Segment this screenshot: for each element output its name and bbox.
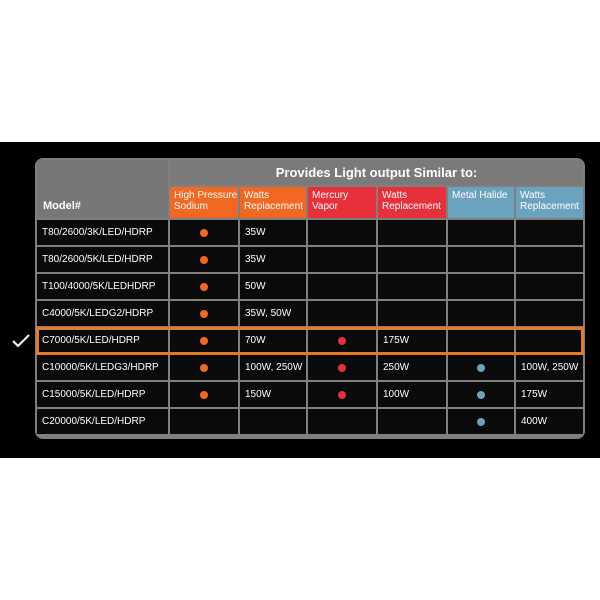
model-cell: C7000/5K/LED/HDRP <box>37 328 168 353</box>
hps-dot-icon <box>200 283 208 291</box>
watts-replacement-cell: 50W <box>240 274 306 299</box>
watts-replacement-cell <box>378 409 446 434</box>
model-cell: C4000/5K/LEDG2/HDRP <box>37 301 168 326</box>
model-cell: T80/2600/3K/LED/HDRP <box>37 220 168 245</box>
watts-replacement-cell: 400W <box>516 409 583 434</box>
mh-indicator-cell <box>448 274 514 299</box>
watts-replacement-cell <box>516 220 583 245</box>
comparison-table <box>35 158 585 439</box>
provides-light-header: Provides Light output Similar to: <box>170 160 583 185</box>
mh-dot-icon <box>477 418 485 426</box>
column-header-5: Metal Halide <box>448 187 514 218</box>
mv-dot-icon <box>338 364 346 372</box>
watts-replacement-cell <box>378 247 446 272</box>
hps-indicator-cell <box>170 247 238 272</box>
hps-indicator-cell <box>170 409 238 434</box>
mv-indicator-cell <box>308 382 376 407</box>
watts-replacement-cell <box>516 301 583 326</box>
mh-dot-icon <box>477 364 485 372</box>
watts-replacement-cell: 100W, 250W <box>516 355 583 380</box>
watts-replacement-cell: 35W, 50W <box>240 301 306 326</box>
watts-replacement-cell <box>378 220 446 245</box>
model-cell: C20000/5K/LED/HDRP <box>37 409 168 434</box>
hps-indicator-cell <box>170 382 238 407</box>
model-cell: C15000/5K/LED/HDRP <box>37 382 168 407</box>
hps-dot-icon <box>200 364 208 372</box>
model-cell: C10000/5K/LEDG3/HDRP <box>37 355 168 380</box>
watts-replacement-cell <box>516 274 583 299</box>
mv-indicator-cell <box>308 409 376 434</box>
column-header-4: Watts Replacement <box>378 187 446 218</box>
hps-dot-icon <box>200 310 208 318</box>
model-cell: T80/2600/5K/LED/HDRP <box>37 247 168 272</box>
watts-replacement-cell: 150W <box>240 382 306 407</box>
mv-indicator-cell <box>308 220 376 245</box>
mh-indicator-cell <box>448 409 514 434</box>
mv-dot-icon <box>338 391 346 399</box>
watts-replacement-cell: 250W <box>378 355 446 380</box>
hps-indicator-cell <box>170 355 238 380</box>
model-cell: T100/4000/5K/LEDHDRP <box>37 274 168 299</box>
mh-indicator-cell <box>448 301 514 326</box>
model-column-header: Model# <box>37 160 168 218</box>
column-header-1: High Pressure Sodium <box>170 187 238 218</box>
mh-indicator-cell <box>448 247 514 272</box>
mv-indicator-cell <box>308 274 376 299</box>
mh-indicator-cell <box>448 382 514 407</box>
mh-dot-icon <box>477 391 485 399</box>
mh-indicator-cell <box>448 355 514 380</box>
watts-replacement-cell <box>378 274 446 299</box>
column-header-3: Mercury Vapor <box>308 187 376 218</box>
watts-replacement-cell: 100W <box>378 382 446 407</box>
mh-indicator-cell <box>448 328 514 353</box>
hps-dot-icon <box>200 337 208 345</box>
watts-replacement-cell: 35W <box>240 220 306 245</box>
mv-indicator-cell <box>308 355 376 380</box>
checkmark-icon <box>11 333 31 349</box>
hps-indicator-cell <box>170 274 238 299</box>
mh-indicator-cell <box>448 220 514 245</box>
watts-replacement-cell: 70W <box>240 328 306 353</box>
mv-indicator-cell <box>308 328 376 353</box>
watts-replacement-cell <box>516 247 583 272</box>
mv-dot-icon <box>338 337 346 345</box>
mv-indicator-cell <box>308 301 376 326</box>
column-header-2: Watts Replacement <box>240 187 306 218</box>
column-header-6: Watts Replacement <box>516 187 583 218</box>
hps-indicator-cell <box>170 328 238 353</box>
hps-dot-icon <box>200 256 208 264</box>
mv-indicator-cell <box>308 247 376 272</box>
watts-replacement-cell: 35W <box>240 247 306 272</box>
hps-indicator-cell <box>170 301 238 326</box>
watts-replacement-cell: 175W <box>516 382 583 407</box>
hps-indicator-cell <box>170 220 238 245</box>
watts-replacement-cell <box>240 409 306 434</box>
watts-replacement-cell: 100W, 250W <box>240 355 306 380</box>
watts-replacement-cell <box>516 328 583 353</box>
hps-dot-icon <box>200 391 208 399</box>
watts-replacement-cell <box>378 301 446 326</box>
hps-dot-icon <box>200 229 208 237</box>
watts-replacement-cell: 175W <box>378 328 446 353</box>
